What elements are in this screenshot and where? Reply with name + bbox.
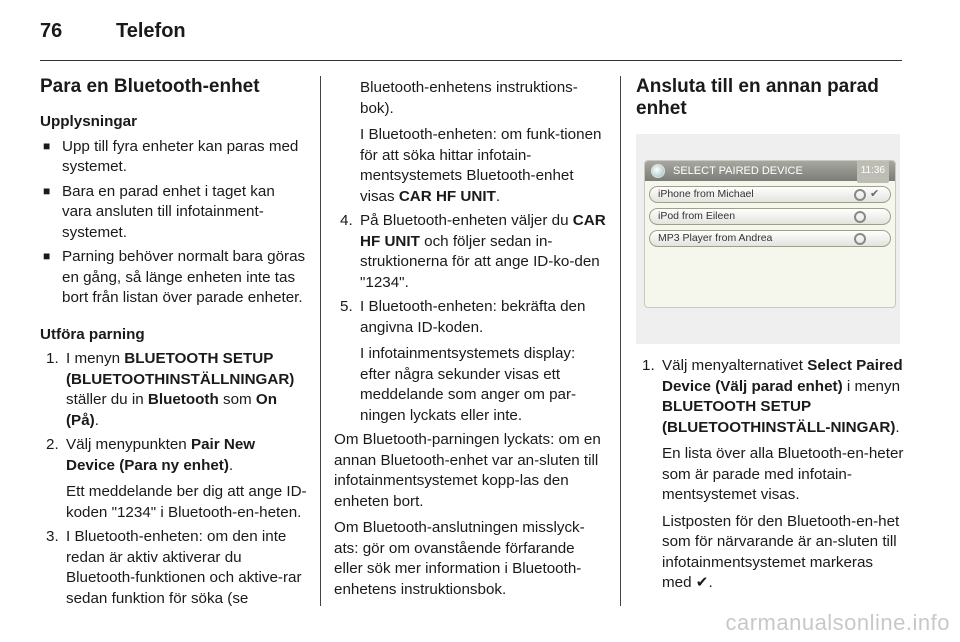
step-1: 1. Välj menyalternativet Select Paired Device (Välj parad enhet) i menyn BLUETOOTH SETUP (BLUETOOTHINSTÄLL-NINGAR). [642, 357, 903, 436]
step-2-note: Ett meddelande ber dig att ange ID-koden "1234" i Bluetooth-en-heten. [66, 483, 307, 521]
step-2: 2. Välj menypunkten Pair New Device (Para ny enhet). [46, 436, 256, 474]
watermark: carmanualsonline.info [725, 610, 950, 635]
step-5: 5. I Bluetooth-enheten: bekräfta den angivna ID-koden. [340, 298, 586, 336]
step-4: 4. På Bluetooth-enheten väljer du CAR HF UNIT och följer sedan in-struktionerna för att ange ID-ko-den "1234". [340, 212, 606, 291]
bullet-item: ■ Parning behöver normalt bara göras en gång, så länge enheten inte tas bort från listan över parade enheter. [40, 247, 308, 309]
column-1 [40, 76, 308, 609]
bullet-item: ■ Upp till fyra enheter kan paras med systemet. [40, 137, 308, 178]
info-title: Upplysningar [40, 113, 138, 130]
column-divider [620, 76, 621, 606]
steps-title: Utföra parning [40, 325, 145, 343]
step-1-note-2: Listposten för den Bluetooth-en-het som för närvarande är an-sluten till infotainmentsystemet markeras med ✔. [662, 512, 900, 591]
step-1-note: En lista över alla Bluetooth-en-heter som är parade med infotain-mentsystemet visas. [662, 445, 904, 503]
step-1: 1. I menyn BLUETOOTH SETUP (BLUETOOTHINSTÄLLNINGAR) ställer du in Bluetooth som On (På). [46, 350, 295, 429]
step-5-note: I infotainmentsystemets display: efter några sekunder visas ett meddelande som anger om par-ningen lyckats eller inte. [360, 345, 577, 424]
phone-status-icon [854, 211, 866, 223]
page-header [40, 20, 186, 46]
section-heading-connect: Ansluta till en annan parad enhet [636, 76, 879, 119]
bluetooth-menu-icon [651, 164, 665, 178]
bullet-item: ■ Bara en parad enhet i taget kan vara ansluten till infotainment-systemet. [40, 182, 308, 244]
device-screenshot [636, 134, 900, 344]
column-divider [320, 76, 321, 606]
step-3: 3. I Bluetooth-enheten: om den inte redan är aktiv aktiverar du Bluetooth-funktionen och aktive-rar sedan funktion för söka (se [46, 528, 302, 607]
device-list-item[interactable]: MP3 Player from Andrea [649, 230, 891, 247]
column-3 [636, 76, 904, 594]
check-icon: ✔ [870, 188, 880, 201]
device-list-item[interactable]: iPod from Eileen [649, 208, 891, 225]
step-3-note: I Bluetooth-enheten: om funk-tionen för att söka hittar infotain-mentsystemets Bluetooth-enhet visas CAR HF UNIT. [360, 126, 602, 205]
paragraph-failure: Om Bluetooth-anslutningen misslyck-ats: gör om ovanstående förfarande eller sök mer information i Bluetooth-enhetens instruktionsbok. [334, 519, 585, 598]
screen-clock: 11:36 [857, 160, 889, 183]
page-number: 76 [40, 20, 63, 42]
phone-status-icon [854, 189, 866, 201]
column-2 [334, 78, 606, 600]
screen-titlebar [645, 161, 895, 181]
screen-title: SELECT PAIRED DEVICE [673, 164, 803, 177]
check-icon: ✔ [695, 574, 709, 591]
display-screen [644, 160, 896, 308]
phone-status-icon [854, 233, 866, 245]
paragraph-success: Om Bluetooth-parningen lyckats: om en annan Bluetooth-enhet var an-sluten till infotainmentsystemet kopp-las den enheten bort. [334, 431, 601, 510]
header-rule [40, 60, 902, 61]
page-title: Telefon [116, 20, 186, 42]
section-heading-pair: Para en Bluetooth-enhet [40, 76, 260, 97]
device-list-item[interactable]: iPhone from Michael ✔ [649, 186, 891, 203]
step-3-continued: Bluetooth-enhetens instruktions-bok). [360, 79, 578, 117]
